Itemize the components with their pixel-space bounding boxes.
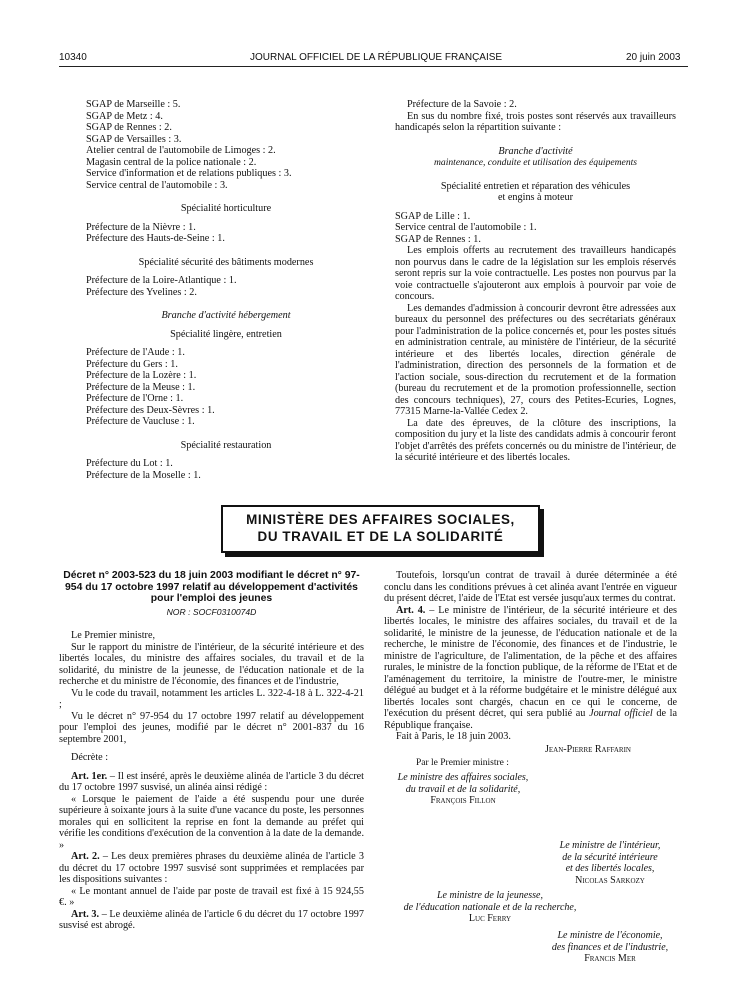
heading-securite: Spécialité sécurité des bâtiments modernes <box>138 256 314 268</box>
spec-heading-1: Spécialité entretien et réparation des véhicules <box>440 180 631 192</box>
heading-restauration: Spécialité restauration <box>180 439 272 451</box>
para-dates: La date des épreuves, de la clôture des inscriptions, la composition du jury et la liste des candidats admis à concourir feront l'objet d'arrêtés des préfets concernés ou du ministre de l'intérieur, de la sécurité intérieure et des libertés locales. <box>395 417 676 463</box>
list-item: SGAP de Rennes : 2. <box>86 122 172 133</box>
list-item: Préfecture de Vaucluse : 1. <box>86 416 195 427</box>
para-demandes: Les demandes d'admission à concourir devront être adressées aux bureaux du personnel des préfectures ou des secrétariats généraux pour l'administration de la police concernés et, pour les postes situés en administration centrale, au ministère de l'intérieur, de la sécurité intérieure et des libertés locales, direction générale de l'administration, direction des personnels de la formation et de l'action sociale, sous-direction du recrutement et de la formation (bureau du recrutement et de la promotion professionnelle, section des concours techniques), 27, cours des Petites-Ecuries, Lognes, 77315 Marne-la-Vallée Cedex 2. <box>395 302 676 417</box>
article-1-text: – Il est inséré, après le deuxième alinéa de l'article 3 du décret du 17 octobre 1997 susvisé, un alinéa ainsi rédigé : <box>59 770 364 793</box>
list-item: Préfecture du Gers : 1. <box>86 358 178 370</box>
ministry-box <box>221 505 540 553</box>
list-item: Préfecture de la Loire-Atlantique : 1. <box>86 275 237 286</box>
article-4-label: Art. 4. <box>396 604 426 616</box>
rapport: Sur le rapport du ministre de l'intérieur, de la sécurité intérieure et des libertés locales, du ministre des affaires sociales, du travail et de la solidarité, du ministre de la jeunesse, de l'éducation nationale et de la recherche et du ministre de l'économie, des finances et de l'industrie, <box>59 641 364 687</box>
article-2 <box>59 851 364 886</box>
sig-fillon-name: François Fillon <box>430 795 496 806</box>
right-top-column <box>395 99 676 464</box>
header-rule <box>59 66 688 67</box>
list-item: Préfecture de la Moselle : 1. <box>86 469 201 481</box>
ministry-line-1: MINISTÈRE DES AFFAIRES SOCIALES, <box>246 512 515 527</box>
sgap-list <box>86 99 366 191</box>
sig-mer-name: Francis Mer <box>584 953 636 964</box>
sig-fillon-title-b: du travail et de la solidarité, <box>405 783 521 795</box>
sig-ferry-title-a: Le ministre de la jeunesse, <box>436 890 543 901</box>
article-4-journal: Journal officiel <box>589 708 653 719</box>
decree-left-column <box>59 570 364 932</box>
article-4 <box>384 605 677 732</box>
fait-a-paris: Fait à Paris, le 18 juin 2003. <box>396 731 511 742</box>
article-2-label: Art. 2. <box>71 851 100 862</box>
journal-title: JOURNAL OFFICIEL DE LA RÉPUBLIQUE FRANÇAISE <box>250 52 503 63</box>
list-item: Service d'information et de relations publiques : 3. <box>86 168 292 179</box>
article-3-text: – Le deuxième alinéa de l'article 6 du décret du 17 octobre 1997 susvisé est abrogé. <box>59 908 364 931</box>
article-3 <box>59 909 364 932</box>
para-emplois: Les emplois offerts au recrutement des travailleurs handicapés non pourvus dans le cadre de la législation sur les emplois réservés seront repris sur la voie contractuelle. Les postes non pourvus par la voie contractuelle s'ajouteront aux emplois à pourvoir par voie de concours. <box>395 245 676 302</box>
article-3-label: Art. 3. <box>71 908 100 920</box>
left-top-column <box>86 99 366 481</box>
list-item: Service central de l'automobile : 1. <box>395 222 537 233</box>
vu-2: Vu le décret n° 97-954 du 17 octobre 1997 relatif au développement pour l'emploi des jeunes, modifié par le décret n° 2001-837 du 16 septembre 2001, <box>59 710 364 745</box>
premier-ministre: Le Premier ministre, <box>71 630 156 641</box>
list-item: SGAP de Marseille : 5. <box>86 99 181 110</box>
list-item: SGAP de Lille : 1. <box>395 210 471 222</box>
article-1-quote: « Lorsque le paiement de l'aide a été suspendu pour une durée supérieure à soixante jours à la suite d'une vacance du poste, les personnes morales qui en sollicitent la reprise en font la demande au préfet qui vérifie les conditions d'exécution de la convention à la date de la demande. » <box>59 793 364 851</box>
heading-horticulture: Spécialité horticulture <box>180 203 272 214</box>
sig-sarkozy-name: Nicolas Sarkozy <box>575 874 645 886</box>
article-4-end: de la République française. <box>384 708 677 731</box>
list-item: Préfecture des Hauts-de-Seine : 1. <box>86 233 225 244</box>
ministry-line-2: DU TRAVAIL ET DE LA SOLIDARITÉ <box>257 529 504 544</box>
decrete: Décrète : <box>71 752 109 763</box>
page-number: 10340 <box>59 52 87 63</box>
list-item: Préfecture de l'Aude : 1. <box>86 347 185 358</box>
sig-ferry-block <box>380 890 600 925</box>
list-item: Préfecture des Deux-Sèvres : 1. <box>86 404 215 416</box>
article-1-label: Art. 1er. <box>71 770 108 782</box>
list-item: Préfecture de la Nièvre : 1. <box>86 221 196 233</box>
issue-date: 20 juin 2003 <box>626 52 681 63</box>
vu-1: Vu le code du travail, notamment les articles L. 322-4-18 à L. 322-4-21 ; <box>59 687 364 710</box>
article-2-quote: « Le montant annuel de l'aide par poste de travail est fixé à 15 924,55 €. » <box>59 885 364 908</box>
list-item: Atelier central de l'automobile de Limoges : 2. <box>86 145 276 156</box>
securite-list <box>86 275 366 298</box>
sig-sarkozy-title-b: de la sécurité intérieure <box>562 851 658 863</box>
list-item: Préfecture de l'Orne : 1. <box>86 393 184 404</box>
sig-ferry-name: Luc Ferry <box>468 913 512 924</box>
maintenance-list <box>395 211 676 246</box>
spec-heading-2: et engins à moteur <box>498 192 573 203</box>
list-item: Préfecture des Yvelines : 2. <box>86 286 197 298</box>
decree-right-column <box>384 570 677 743</box>
par-premier-ministre: Par le Premier ministre : <box>416 758 509 768</box>
heading-lingerie: Spécialité lingère, entretien <box>170 328 282 340</box>
article-1 <box>59 771 364 794</box>
sig-fillon-block <box>380 772 546 807</box>
branche-title: Branche d'activité <box>498 145 573 157</box>
horticulture-list <box>86 222 366 245</box>
handicap-intro: En sus du nombre fixé, trois postes sont réservés aux travailleurs handicapés selon la répartition suivante : <box>395 110 676 133</box>
sig-sarkozy-title-c: et des libertés locales, <box>565 863 655 874</box>
toutefois: Toutefois, lorsqu'un contrat de travail à durée déterminée a été conclu dans les conditions prévues à cet alinéa avant l'entrée en vigueur du présent décret, l'aide de l'Etat est versée jusqu'aux termes du contrat. <box>384 570 677 604</box>
decree-title: Décret n° 2003-523 du 18 juin 2003 modifiant le décret n° 97-954 du 17 octobre 1997 relatif au développement d'activités pour l'emploi des jeunes <box>63 570 360 604</box>
signature-pm: Jean-Pierre Raffarin <box>545 744 631 755</box>
sig-ferry-title-b: de l'éducation nationale et de la recherche, <box>403 901 577 913</box>
list-item: SGAP de Versailles : 3. <box>86 133 182 145</box>
lingerie-list <box>86 347 366 428</box>
list-item: Préfecture de la Meuse : 1. <box>86 381 196 393</box>
list-item: Service central de l'automobile : 3. <box>86 179 228 191</box>
article-4-text: – Le ministre de l'intérieur, de la sécurité intérieure et des libertés locales, le ministre des affaires sociales, du travail et de la solidarité, le ministre de la jeunesse, de l'éducation nationale et de la recherche, le ministre de l'économie, des finances et de l'industrie, le ministre de l'agriculture, de l'alimentation, de la pêche et des affaires rurales, le ministre de la fonction publique, de la réforme de l'Etat et de l'aménagement du territoire, la ministre de l'outre-mer, le ministre délégué au budget et à la réforme budgétaire et le ministre délégué aux libertés locales sont chargés, chacun en ce qui le concerne, de l'exécution du présent décret, qui sera publié au <box>384 604 677 719</box>
heading-branche-hebergement: Branche d'activité hébergement <box>161 310 291 321</box>
savoie-line: Préfecture de la Savoie : 2. <box>407 99 517 110</box>
list-item: SGAP de Metz : 4. <box>86 110 163 122</box>
list-item: Magasin central de la police nationale : 2. <box>86 156 257 168</box>
sig-mer-title-b: des finances et de l'industrie, <box>551 941 669 953</box>
list-item: Préfecture du Lot : 1. <box>86 458 173 469</box>
sig-mer-block <box>535 930 685 965</box>
list-item: Préfecture de la Lozère : 1. <box>86 370 197 381</box>
decree-nor: NOR : SOCF0310074D <box>166 606 257 617</box>
restauration-list <box>86 458 366 481</box>
article-2-text: – Les deux premières phrases du deuxième alinéa de l'article 3 du décret du 17 octobre 1997 susvisé sont supprimées et remplacées par les dispositions suivantes : <box>59 851 364 885</box>
list-item: SGAP de Rennes : 1. <box>395 233 481 245</box>
sig-sarkozy-title-a: Le ministre de l'intérieur, <box>559 840 661 851</box>
sig-sarkozy-block <box>540 840 680 886</box>
sig-fillon-title-a: Le ministre des affaires sociales, <box>397 772 529 783</box>
sig-mer-title-a: Le ministre de l'économie, <box>557 930 663 941</box>
branche-subtitle: maintenance, conduite et utilisation des équipements <box>433 157 638 168</box>
